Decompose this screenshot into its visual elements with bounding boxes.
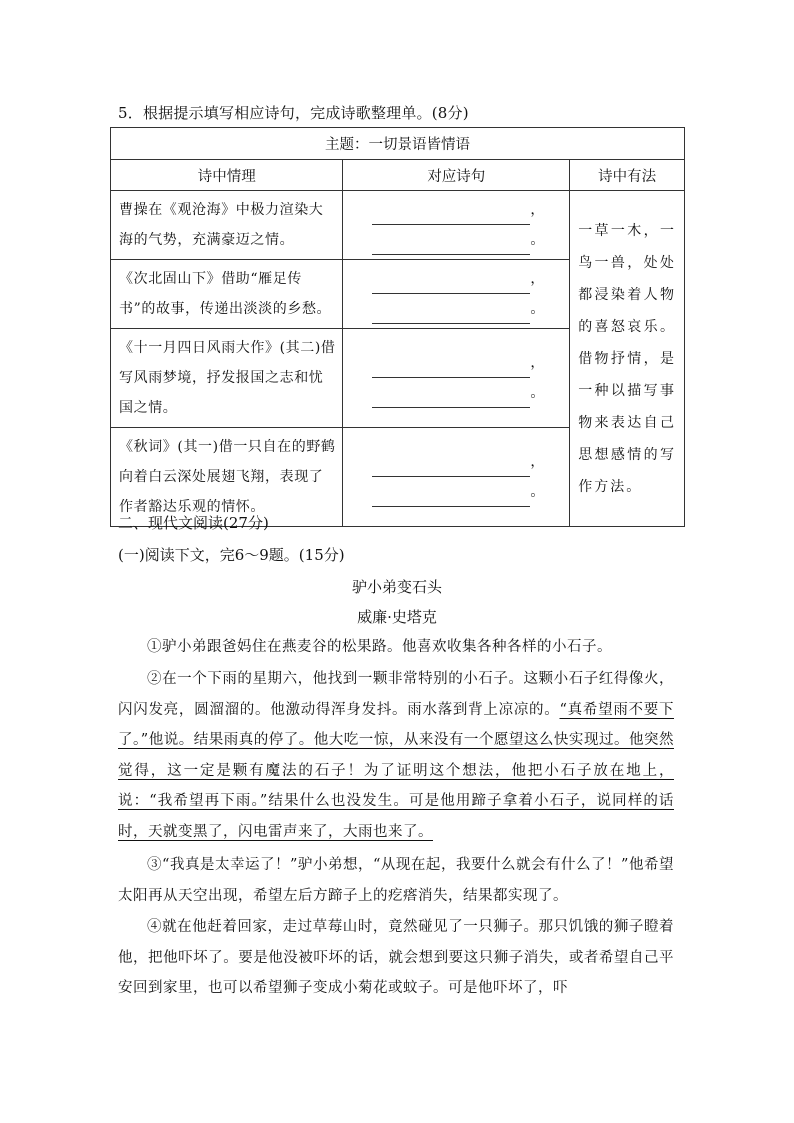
punct: ， — [530, 271, 545, 287]
paragraph-2-underlined: “真希望雨不要下了。”他说。结果雨真的停了。他大吃一惊，从来没有一个愿望这么快实现过。他突然觉得，这一定是颗有魔法的石子！为了证明这个想法，他把小石子放在地上，说：“我希望再下雨。”结果什么也没发生。可是他用蹄子拿着小石子，说同样的话时，天就变黑了，闪电雷声来了，大雨也来了。 — [118, 701, 674, 840]
answer-blank[interactable] — [372, 359, 530, 378]
punct: 。 — [530, 232, 545, 248]
article-author: 威廉·史塔克 — [357, 608, 437, 626]
theme-cell: 主题：一切景语皆情语 — [111, 128, 685, 160]
row-reason: 《十一月四日风雨大作》(其二)借写风雨梦境，抒发报国之志和忧国之情。 — [111, 329, 343, 428]
article-title: 驴小弟变石头 — [351, 578, 442, 596]
paragraph-4 — [118, 912, 674, 1004]
paragraph-4-text: ④就在他赶着回家，走过草莓山时，竟然碰见了一只狮子。那只饥饿的狮子瞪着他，把他吓坏了。要是他没被吓坏的话，就会想到要这只狮子消失，或者希望自己平安回到家里，也可以希望狮子变成小菊花或蚊子。可是他吓坏了，吓 — [118, 919, 674, 996]
row-reason: 曹操在《观沧海》中极力渲染大海的气势，充满豪迈之情。 — [111, 191, 343, 260]
header-method: 诗中有法 — [570, 160, 685, 191]
answer-blank[interactable] — [372, 236, 530, 255]
row-reason: 《次北固山下》借助“雁足传书”的故事，传递出淡淡的乡愁。 — [111, 260, 343, 329]
paragraph-3 — [118, 850, 674, 911]
punct: ， — [530, 202, 545, 218]
paragraph-2-text: ②在一个下雨的星期六，他找到一颗非常特别的小石子。这颗小石子红得像火，闪闪发亮，圆溜溜的。他激动得浑身发抖。雨水落到背上凉凉的。 — [118, 671, 674, 718]
question-5-heading: 5．根据提示填写相应诗句，完成诗歌整理单。(8分) — [118, 104, 469, 122]
punct: ， — [530, 454, 545, 470]
section-2-heading: 二、现代文阅读(27分) — [118, 514, 269, 532]
header-reason: 诗中情理 — [111, 160, 343, 191]
poem-table — [110, 127, 685, 527]
answer-blank[interactable] — [372, 275, 530, 294]
header-lines: 对应诗句 — [343, 160, 570, 191]
method-cell: 一草一木，一鸟一兽，处处都浸染着人物的喜怒哀乐。借物抒情，是一种以描写事物来表达自己思想感情的写作方法。 — [570, 191, 685, 527]
row-answer-cell — [343, 428, 570, 527]
answer-blank[interactable] — [372, 389, 530, 408]
punct: 。 — [530, 385, 545, 401]
section-2-subheading: (一)阅读下文，完6～9题。(15分) — [118, 546, 345, 564]
answer-blank[interactable] — [372, 458, 530, 477]
row-answer-cell — [343, 260, 570, 329]
punct: ， — [530, 355, 545, 371]
paragraph-1 — [118, 632, 674, 663]
paragraph-1-text: ①驴小弟跟爸妈住在燕麦谷的松果路。他喜欢收集各种各样的小石子。 — [147, 639, 612, 655]
row-answer-cell — [343, 191, 570, 260]
punct: 。 — [530, 301, 545, 317]
row-reason: 《秋词》(其一)借一只自在的野鹤向着白云深处展翅飞翔，表现了作者豁达乐观的情怀。 — [111, 428, 343, 527]
punct: 。 — [530, 484, 545, 500]
paragraph-2 — [118, 664, 674, 847]
answer-blank[interactable] — [372, 488, 530, 507]
row-answer-cell — [343, 329, 570, 428]
answer-blank[interactable] — [372, 305, 530, 324]
paragraph-3-text: ③“我真是太幸运了！”驴小弟想，“从现在起，我要什么就会有什么了！”他希望太阳再从天空出现，希望左后方蹄子上的疙瘩消失，结果都实现了。 — [118, 857, 674, 904]
answer-blank[interactable] — [372, 206, 530, 225]
